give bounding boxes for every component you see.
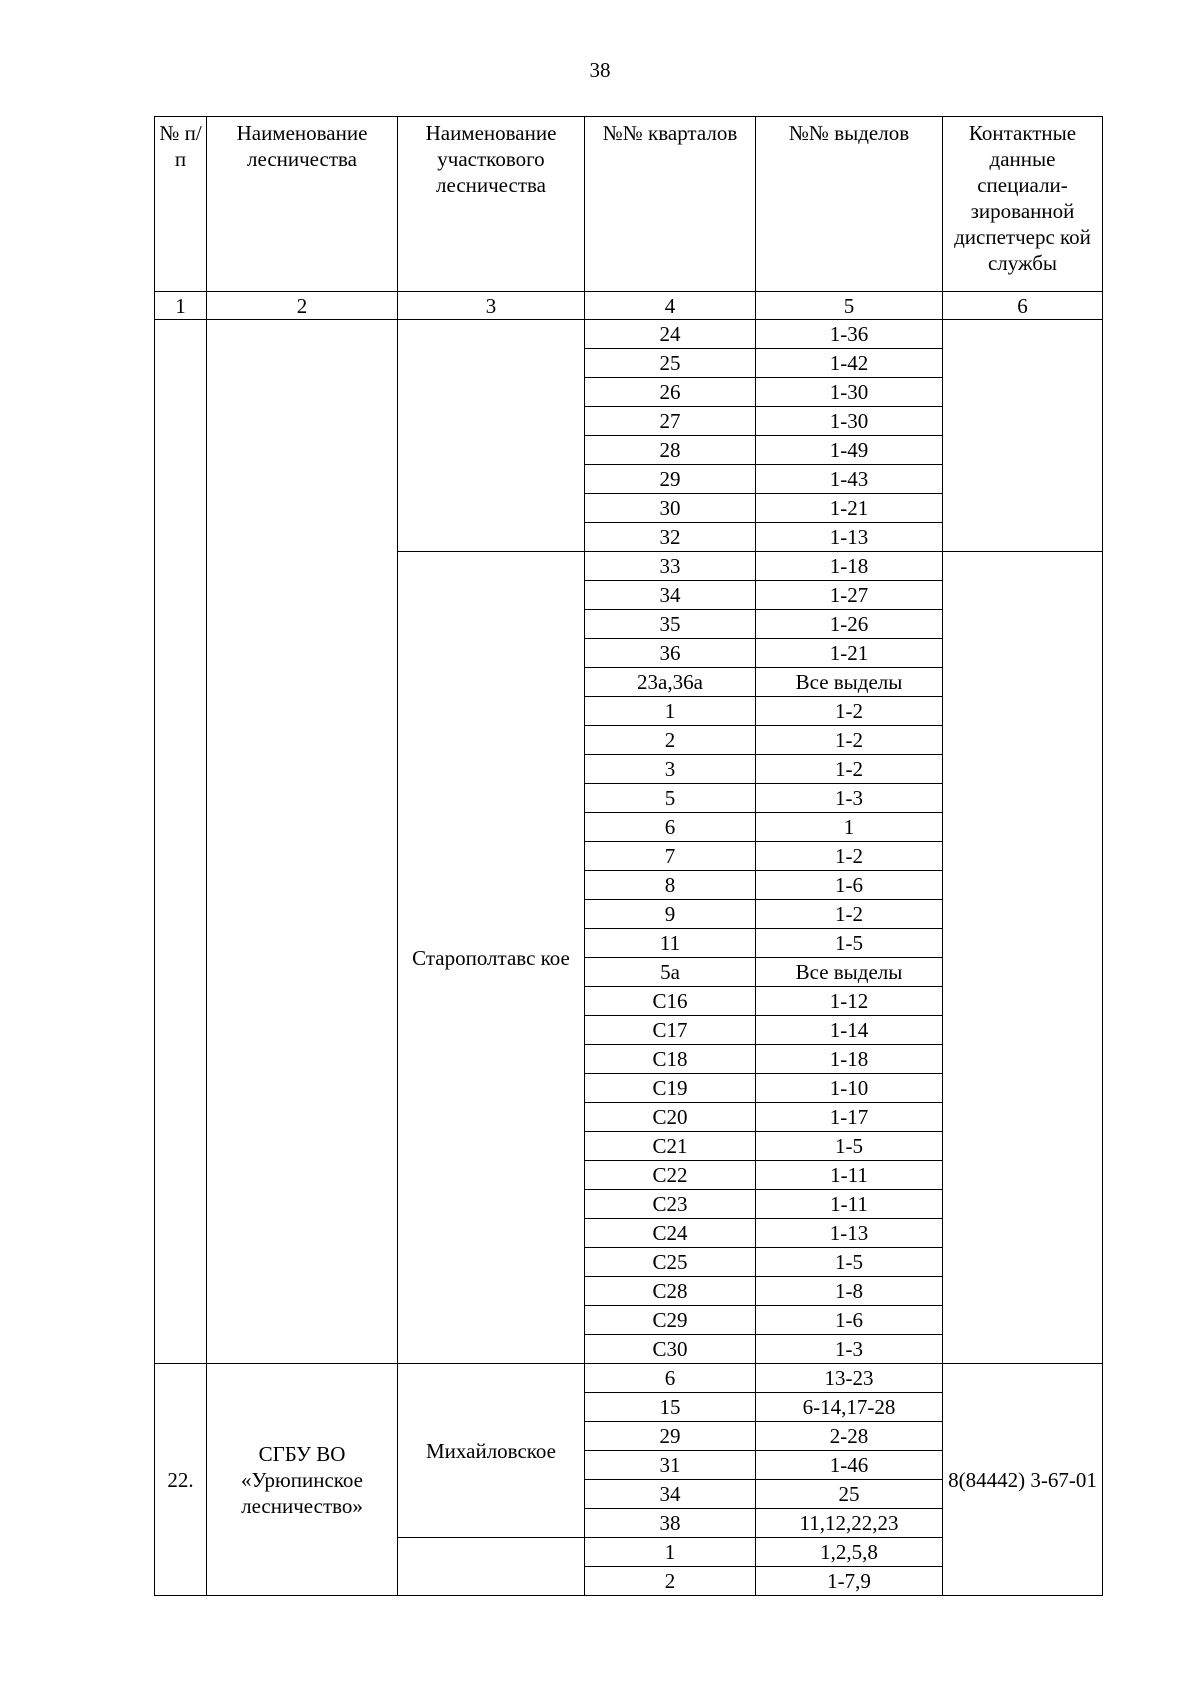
vydel-cell: 1-10 — [756, 1074, 943, 1103]
vydel-cell: 1-18 — [756, 1045, 943, 1074]
kvartal-cell: С29 — [585, 1306, 756, 1335]
vydel-cell: 1-5 — [756, 1132, 943, 1161]
vydel-cell: 1-17 — [756, 1103, 943, 1132]
district-name: Михайловское — [398, 1364, 585, 1538]
kvartal-cell: С21 — [585, 1132, 756, 1161]
vydel-cell: 1-13 — [756, 523, 943, 552]
kvartal-cell: 24 — [585, 320, 756, 349]
kvartal-cell: 3 — [585, 755, 756, 784]
kvartal-cell: С30 — [585, 1335, 756, 1364]
vydel-cell: 1-11 — [756, 1190, 943, 1219]
vydel-cell: 2-28 — [756, 1422, 943, 1451]
kvartal-cell: 1 — [585, 697, 756, 726]
column-number-row — [155, 292, 1103, 320]
header-row — [155, 117, 1103, 292]
vydel-cell: 1-27 — [756, 581, 943, 610]
header-district: Наименование участкового лесничества — [398, 117, 585, 292]
vydel-cell: 1-3 — [756, 784, 943, 813]
vydel-cell: 1-18 — [756, 552, 943, 581]
kvartal-cell: 36 — [585, 639, 756, 668]
vydel-cell: 1,2,5,8 — [756, 1538, 943, 1567]
kvartal-cell: 2 — [585, 1567, 756, 1596]
vydel-cell: 1-6 — [756, 871, 943, 900]
district-cell — [398, 1538, 585, 1596]
kvartal-cell: С25 — [585, 1248, 756, 1277]
vydel-cell: 1-36 — [756, 320, 943, 349]
column-number: 6 — [943, 292, 1103, 320]
kvartal-cell: 5 — [585, 784, 756, 813]
kvartal-cell: 11 — [585, 929, 756, 958]
contact-cell — [943, 320, 1103, 552]
kvartal-cell: 26 — [585, 378, 756, 407]
vydel-cell: 25 — [756, 1480, 943, 1509]
vydel-cell: Все выделы — [756, 958, 943, 987]
kvartal-cell: С28 — [585, 1277, 756, 1306]
kvartal-cell: С16 — [585, 987, 756, 1016]
vydel-cell: Все выделы — [756, 668, 943, 697]
kvartal-cell: 31 — [585, 1451, 756, 1480]
row-number-cell — [155, 320, 207, 1364]
vydel-cell: 1-2 — [756, 900, 943, 929]
vydel-cell: 1-2 — [756, 697, 943, 726]
forestry-table — [154, 116, 1103, 1596]
kvartal-cell: 8 — [585, 871, 756, 900]
vydel-cell: 1-5 — [756, 1248, 943, 1277]
kvartal-cell: С23 — [585, 1190, 756, 1219]
table-row — [155, 1364, 1103, 1393]
kvartal-cell: 29 — [585, 465, 756, 494]
vydel-cell: 1-2 — [756, 755, 943, 784]
header-forestry: Наименование лесничества — [207, 117, 398, 292]
kvartal-cell: 28 — [585, 436, 756, 465]
kvartal-cell: С22 — [585, 1161, 756, 1190]
column-number: 3 — [398, 292, 585, 320]
kvartal-cell: 35 — [585, 610, 756, 639]
contact-phone: 8(84442) 3-67-01 — [943, 1364, 1103, 1596]
kvartal-cell: С19 — [585, 1074, 756, 1103]
kvartal-cell: 27 — [585, 407, 756, 436]
kvartal-cell: 6 — [585, 813, 756, 842]
kvartal-cell: С20 — [585, 1103, 756, 1132]
vydel-cell: 6-14,17-28 — [756, 1393, 943, 1422]
column-number: 4 — [585, 292, 756, 320]
vydel-cell: 1-2 — [756, 726, 943, 755]
header-num: № п/п — [155, 117, 207, 292]
vydel-cell: 1-21 — [756, 639, 943, 668]
column-number: 5 — [756, 292, 943, 320]
vydel-cell: 1-42 — [756, 349, 943, 378]
page-number: 38 — [589, 58, 611, 82]
kvartal-cell: 7 — [585, 842, 756, 871]
vydel-cell: 11,12,22,23 — [756, 1509, 943, 1538]
district-cell — [398, 320, 585, 552]
vydel-cell: 1-49 — [756, 436, 943, 465]
kvartal-cell: 30 — [585, 494, 756, 523]
table-row — [155, 320, 1103, 349]
vydel-cell: 1 — [756, 813, 943, 842]
kvartal-cell: 34 — [585, 581, 756, 610]
kvartal-cell: 38 — [585, 1509, 756, 1538]
vydel-cell: 1-46 — [756, 1451, 943, 1480]
forestry-cell — [207, 320, 398, 1364]
district-name: Старополтавс кое — [398, 552, 585, 1364]
vydel-cell: 1-43 — [756, 465, 943, 494]
kvartal-cell: С18 — [585, 1045, 756, 1074]
kvartal-cell: 23а,36а — [585, 668, 756, 697]
kvartal-cell: 33 — [585, 552, 756, 581]
kvartal-cell: С24 — [585, 1219, 756, 1248]
vydel-cell: 1-30 — [756, 407, 943, 436]
kvartal-cell: 5а — [585, 958, 756, 987]
header-vydel: №№ выделов — [756, 117, 943, 292]
vydel-cell: 1-8 — [756, 1277, 943, 1306]
contact-cell — [943, 552, 1103, 1364]
kvartal-cell: 32 — [585, 523, 756, 552]
row-number: 22. — [155, 1364, 207, 1596]
vydel-cell: 1-11 — [756, 1161, 943, 1190]
forestry-name: СГБУ ВО «Урюпинское лесничество» — [207, 1364, 398, 1596]
vydel-cell: 1-2 — [756, 842, 943, 871]
header-kvartal: №№ кварталов — [585, 117, 756, 292]
vydel-cell: 1-26 — [756, 610, 943, 639]
kvartal-cell: 25 — [585, 349, 756, 378]
kvartal-cell: С17 — [585, 1016, 756, 1045]
kvartal-cell: 9 — [585, 900, 756, 929]
vydel-cell: 1-3 — [756, 1335, 943, 1364]
vydel-cell: 1-14 — [756, 1016, 943, 1045]
kvartal-cell: 15 — [585, 1393, 756, 1422]
vydel-cell: 1-12 — [756, 987, 943, 1016]
vydel-cell: 1-13 — [756, 1219, 943, 1248]
kvartal-cell: 2 — [585, 726, 756, 755]
vydel-cell: 1-5 — [756, 929, 943, 958]
vydel-cell: 1-7,9 — [756, 1567, 943, 1596]
kvartal-cell: 34 — [585, 1480, 756, 1509]
kvartal-cell: 6 — [585, 1364, 756, 1393]
column-number: 1 — [155, 292, 207, 320]
vydel-cell: 1-6 — [756, 1306, 943, 1335]
vydel-cell: 1-21 — [756, 494, 943, 523]
header-contact: Контактные данные специали-зированной диспетчерс кой службы — [943, 117, 1103, 292]
kvartal-cell: 29 — [585, 1422, 756, 1451]
vydel-cell: 1-30 — [756, 378, 943, 407]
vydel-cell: 13-23 — [756, 1364, 943, 1393]
column-number: 2 — [207, 292, 398, 320]
kvartal-cell: 1 — [585, 1538, 756, 1567]
